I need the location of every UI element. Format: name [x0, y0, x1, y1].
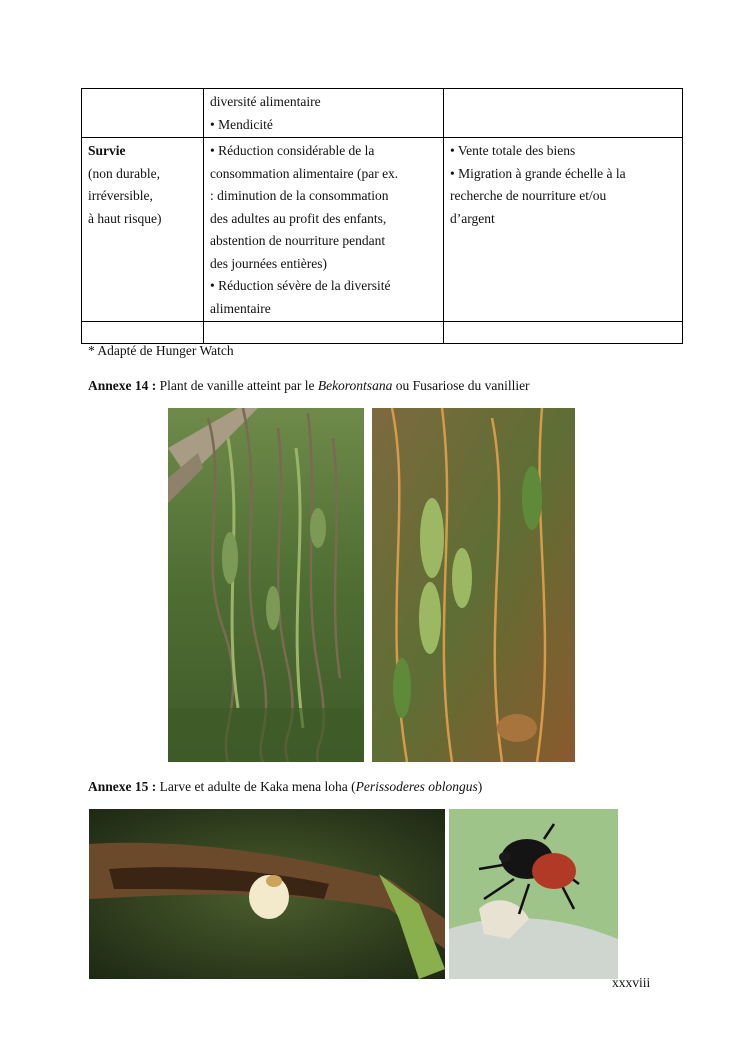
cell-line: des adultes au profit des enfants,	[210, 210, 387, 226]
annex-14-caption	[88, 378, 530, 394]
vanilla-plant-photo-left	[168, 408, 364, 762]
caption-text: ou Fusariose du vanillier	[392, 378, 530, 393]
row-title: Survie	[88, 143, 126, 158]
cell-line: (non durable,	[88, 165, 160, 181]
annex-label: Annexe 14 :	[88, 378, 157, 393]
cell-line: irréversible,	[88, 188, 153, 203]
cell-line: d’argent	[450, 210, 495, 226]
caption-italic: Perissoderes oblongus	[355, 779, 478, 794]
table-cell	[444, 138, 683, 322]
annex-15-caption	[88, 779, 482, 795]
cell-line: • Migration à grande échelle à la	[450, 165, 626, 181]
source-note: * Adapté de Hunger Watch	[88, 343, 234, 358]
weevil-photo	[449, 809, 618, 979]
strategy-table	[81, 88, 683, 344]
annex-label: Annexe 15 :	[88, 779, 157, 794]
cell-line: : diminution de la consommation	[210, 188, 389, 203]
cell-line: consommation alimentaire (par ex.	[210, 165, 399, 181]
table-row	[82, 89, 683, 138]
caption-italic: Bekorontsana	[317, 378, 393, 393]
table-cell	[204, 322, 444, 344]
table-cell	[204, 89, 444, 138]
vanilla-plant-photo-right	[372, 408, 575, 762]
cell-line: alimentaire	[210, 300, 271, 316]
cell-line: à haut risque)	[88, 210, 162, 226]
cell-line: • Réduction sévère de la diversité	[210, 278, 391, 293]
cell-line: • Vente totale des biens	[450, 143, 576, 158]
larva-photo	[89, 809, 445, 979]
cell-line: des journées entières)	[210, 255, 327, 271]
table-cell	[444, 89, 683, 138]
table-cell	[444, 322, 683, 344]
table-cell	[82, 89, 204, 138]
caption-text: Plant de vanille atteint par le	[156, 378, 318, 393]
cell-line: • Réduction considérable de la	[210, 143, 375, 158]
cell-line: abstention de nourriture pendant	[210, 233, 386, 248]
caption-text: )	[477, 779, 483, 794]
table-cell	[204, 138, 444, 322]
page-number: xxxviii	[612, 975, 651, 990]
table-row	[82, 138, 683, 322]
cell-line: • Mendicité	[210, 116, 273, 132]
cell-line: diversité alimentaire	[210, 94, 321, 109]
table-cell	[82, 322, 204, 344]
table-row	[82, 322, 683, 344]
cell-line: recherche de nourriture et/ou	[450, 188, 607, 203]
caption-text: Larve et adulte de Kaka mena loha (	[156, 779, 356, 794]
table-cell	[82, 138, 204, 322]
